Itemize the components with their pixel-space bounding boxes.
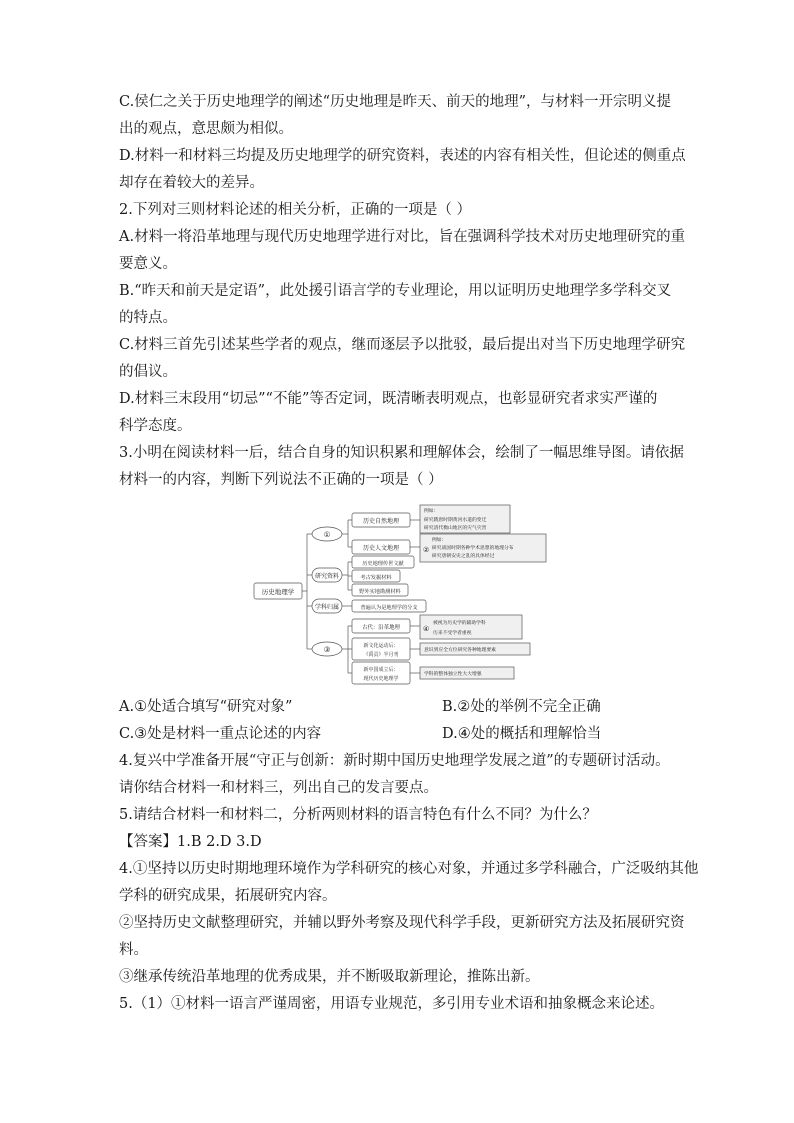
mind-map-node: 新文化运动后： bbox=[363, 643, 399, 649]
mind-map-node: 新中国成立后： bbox=[363, 667, 399, 673]
mind-map-node: 《禹贡》半月刊 bbox=[363, 652, 399, 658]
question-4-stem: 4.复兴中学准备开展“守正与创新：新时期中国历史地理学发展之道”的专题研讨活动。 bbox=[119, 753, 670, 769]
text-line: D.材料一和材料三均提及历史地理学的研究资料，表述的内容有相关性，但论述的侧重点 bbox=[119, 148, 686, 164]
mind-map-diagram bbox=[252, 503, 552, 691]
mind-map-note: 被视为历史学的辅助学科 bbox=[433, 621, 486, 626]
mind-map-blank-2: ② bbox=[423, 546, 430, 554]
mind-map-node: 野外实地勘测材料 bbox=[359, 589, 401, 595]
option-c: C.③处是材料一重点论述的内容 bbox=[119, 726, 322, 742]
text-line: 4.①坚持以历史时期地理环境作为学科研究的核心对象，并通过多学科融合，广泛吸纳其他 bbox=[119, 861, 699, 877]
mind-map-node: 历史人文地理 bbox=[362, 545, 400, 552]
text-line: 学科的研究成果，拓展研究内容。 bbox=[119, 888, 337, 904]
mind-map-note: 历来不受学者重视 bbox=[433, 631, 472, 636]
text-line: B.“昨天和前天是定语”，此处援引语言学的专业理论，用以证明历史地理学多学科交叉 bbox=[119, 283, 672, 299]
text-line: 材料一的内容，判断下列说法不正确的一项是（ ） bbox=[119, 472, 443, 488]
text-line: 要意义。 bbox=[119, 256, 177, 272]
mind-map-node: 现代历史地理学 bbox=[363, 676, 399, 682]
text-line: 的倡议。 bbox=[119, 364, 177, 380]
mind-map-note: 研究唐朝安史之乱的具体经过 bbox=[432, 554, 495, 559]
mind-map-node: 普遍认为是地理学的分支 bbox=[360, 605, 418, 611]
text-line: ②坚持历史文献整理研究，并辅以野外考察及现代科学手段，更新研究方法及拓展研究资 bbox=[119, 915, 685, 931]
mind-map-note: 研究清代衡山地区的灾气灾害 bbox=[424, 526, 487, 531]
text-line: 出的观点，意思颇为相似。 bbox=[119, 121, 293, 137]
question-2-stem: 2.下列对三则材料论述的相关分析，正确的一项是（ ） bbox=[119, 202, 471, 218]
option-d: D.④处的概括和理解恰当 bbox=[442, 726, 602, 742]
text-line: 却存在着较大的差异。 bbox=[119, 175, 264, 191]
mind-map-note: 研究战国时期各种学术思想的地理分布 bbox=[432, 546, 514, 551]
text-line: 科学态度。 bbox=[119, 418, 192, 434]
mind-map-note: 例如： bbox=[432, 538, 447, 543]
text-line: 料。 bbox=[119, 942, 148, 958]
mind-map-note: 例如： bbox=[424, 509, 439, 514]
text-line: C.侯仁之关于历史地理学的阐述“历史地理是昨天、前天的地理”，与材料一开宗明义提 bbox=[119, 94, 672, 110]
mind-map-node: 历史自然地理 bbox=[362, 518, 400, 525]
text-line: C.材料三首先引述某些学者的观点，继而逐层予以批驳，最后提出对当下历史地理学研究 bbox=[119, 337, 686, 353]
mind-map-note: 学科的整体独立性大大增强 bbox=[424, 672, 482, 677]
mind-map-blank-4: ④ bbox=[423, 625, 430, 633]
option-a: A.①处适合填写“研究对象” bbox=[119, 699, 293, 715]
mind-map-note: 研究隋唐时期黄河水道的变迁 bbox=[424, 518, 487, 523]
answer-heading: 【答案】1.B 2.D 3.D bbox=[119, 834, 262, 850]
mind-map-blank-1: ① bbox=[323, 530, 331, 539]
mind-map-node-discipline: 学科归属 bbox=[314, 604, 340, 611]
mind-map-root: 历史地理学 bbox=[261, 588, 295, 596]
mind-map-blank-3: ③ bbox=[323, 645, 331, 654]
text-line: 请你结合材料一和材料三，列出自己的发言要点。 bbox=[119, 780, 438, 796]
text-line: 5.（1）①材料一语言严谨周密，用语专业规范，多引用专业术语和抽象概念来论述。 bbox=[119, 996, 665, 1012]
text-line: A.材料一将沿革地理与现代历史地理学进行对比，旨在强调科学技术对历史地理研究的重 bbox=[119, 229, 686, 245]
question-3-stem: 3.小明在阅读材料一后，结合自身的知识积累和理解体会，绘制了一幅思维导图。请依据 bbox=[119, 445, 684, 461]
question-5-stem: 5.请结合材料一和材料二，分析两则材料的语言特色有什么不同？为什么？ bbox=[119, 807, 597, 823]
text-line: 的特点。 bbox=[119, 310, 177, 326]
mind-map-node-resources: 研究资料 bbox=[314, 573, 340, 580]
text-line: D.材料三末段用“切忌”“不能”等否定词，既清晰表明观点，也彰显研究者求实严谨的 bbox=[119, 391, 658, 407]
mind-map-node: 古代：沿革地理 bbox=[362, 625, 400, 631]
mind-map-node: 历史地理传世文献 bbox=[362, 561, 404, 567]
option-b: B.②处的举例不完全正确 bbox=[442, 699, 601, 715]
mind-map-node: 考古发掘材料 bbox=[360, 575, 392, 581]
text-line: ③继承传统沿革地理的优秀成果，并不断吸取新理论，推陈出新。 bbox=[119, 969, 540, 985]
mind-map-note: 意识到应全方位研究各种地理要素 bbox=[424, 648, 496, 653]
